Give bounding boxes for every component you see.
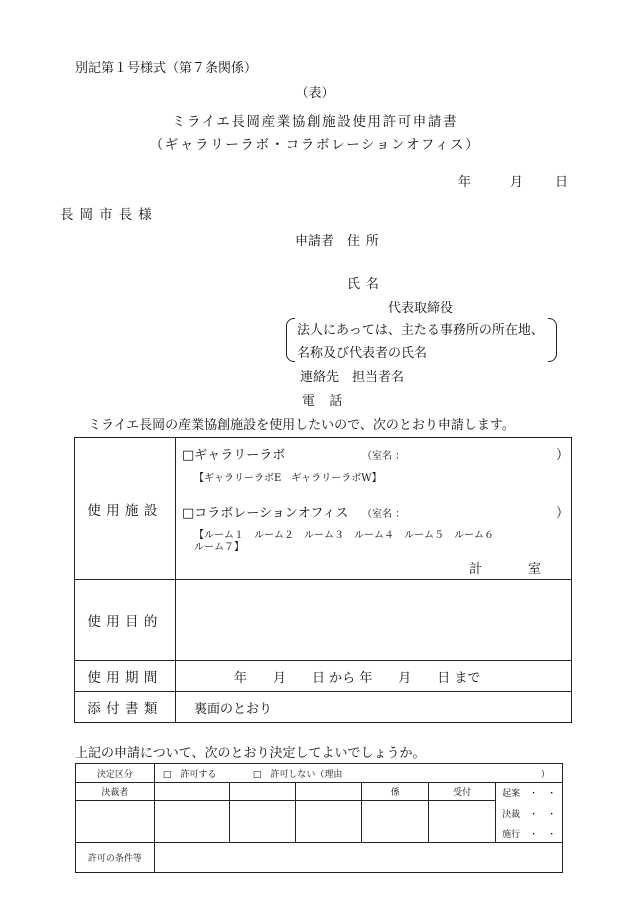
conditions-label-cell (76, 843, 155, 873)
corp-note-right-bracket (548, 318, 557, 362)
deny-close-paren: ） (540, 770, 550, 780)
conditions-label: 許可の条件等 (87, 854, 142, 864)
approver-stamp-1 (76, 801, 155, 843)
attachment-label: 添付書類 (87, 701, 163, 717)
corp-note-left-bracket (286, 318, 295, 362)
person-in-charge-label: 担当者名 (352, 370, 405, 385)
decision-table (75, 763, 563, 873)
collab-office-option[interactable]: □コラボレーションオフィス (182, 506, 349, 521)
form-reference: 別記第１号様式（第７条関係） (75, 61, 258, 76)
application-intro: ミライエ長岡の産業協創施設を使用したいので、次のとおり申請します。 (88, 418, 515, 433)
uketsuke-stamp (429, 801, 496, 843)
date-day: 日 (555, 175, 569, 190)
approver-label: 決裁者 (101, 788, 129, 798)
decision-intro: 上記の申請について、次のとおり決定してよいでしょうか。 (75, 746, 426, 761)
dates-cell (496, 783, 563, 843)
attachment-label-cell (75, 692, 176, 723)
collab-close-paren: ） (556, 506, 570, 521)
period-field[interactable] (176, 661, 572, 692)
approver-stamp-3 (229, 801, 295, 843)
kakari-head (362, 783, 429, 801)
corp-note-line-1: 法人にあっては、主たる事務所の所在地、 (297, 323, 544, 338)
applicant-address: 住所 (347, 234, 385, 249)
decision-category-label: 決定区分 (96, 769, 133, 780)
attachment-value: 裏面のとおり (194, 701, 273, 717)
approver-stamp-4 (295, 801, 362, 843)
facility-cell (176, 438, 572, 580)
page-title: ミライエ長岡産業協創施設使用許可申請書 (171, 114, 459, 130)
decision-category-cell (154, 764, 562, 783)
date-year: 年 (458, 175, 472, 190)
kakari-label: 係 (390, 788, 400, 798)
gallery-room-name-label: （室名 ： (362, 451, 406, 462)
approver-col-2-head (154, 783, 229, 801)
applicant-label: 申請者 (295, 234, 335, 249)
decision-category-label-cell (76, 764, 155, 783)
shiko-date: 施行 ・ ・ (502, 830, 557, 840)
collab-room-options-line-2: ルーム７】 (194, 542, 244, 553)
period-label-cell (75, 661, 176, 692)
kian-date: 起案 ・ ・ (502, 789, 557, 799)
facility-label-cell (75, 438, 176, 580)
addressee: 長岡市長様 (60, 207, 158, 223)
approver-col-4-head (295, 783, 362, 801)
uketsuke-head (429, 783, 496, 801)
attachment-field (176, 692, 572, 723)
period-label: 使用期間 (87, 670, 163, 686)
representative-title: 代表取締役 (388, 301, 454, 316)
kessai-date: 決裁 ・ ・ (502, 810, 557, 820)
period-value: 年 月 日 から 年 月 日 まで (234, 670, 481, 686)
phone-label: 電話 (302, 394, 357, 409)
page-subtitle: （ギャラリーラボ・コラボレーションオフィス） (149, 137, 481, 153)
deny-option[interactable]: □ 許可しない（理由 (252, 770, 343, 780)
rooms-unit: 室 (528, 562, 542, 577)
uketsuke-label: 受付 (453, 788, 472, 798)
approver-col-3-head (229, 783, 295, 801)
collab-room-options-line-1: 【ルーム１ ルーム２ ルーム３ ルーム４ ルーム５ ルーム６ (194, 530, 494, 541)
corp-note-line-2: 名称及び代表者の氏名 (297, 346, 428, 361)
gallery-lab-option[interactable]: □ギャラリーラボ (182, 448, 286, 463)
date-month: 月 (510, 175, 524, 190)
contact-label: 連絡先 (300, 370, 340, 385)
permit-option[interactable]: □ 許可する (162, 770, 217, 780)
application-table (74, 437, 572, 723)
applicant-name: 氏名 (347, 277, 385, 292)
total-label: 計 (469, 562, 483, 577)
purpose-label: 使用目的 (87, 614, 163, 630)
side-label: （表） (295, 86, 335, 101)
approver-label-cell (76, 783, 155, 801)
purpose-field[interactable] (176, 580, 572, 661)
gallery-room-options: 【ギャラリーラボE ギャラリーラボW】 (194, 473, 382, 484)
collab-room-name-label: （室名 ： (362, 509, 406, 520)
kakari-stamp (362, 801, 429, 843)
facility-label: 使用施設 (87, 502, 163, 519)
conditions-field[interactable] (154, 843, 562, 873)
approver-stamp-2 (154, 801, 229, 843)
gallery-close-paren: ） (556, 448, 570, 463)
purpose-label-cell (75, 580, 176, 661)
